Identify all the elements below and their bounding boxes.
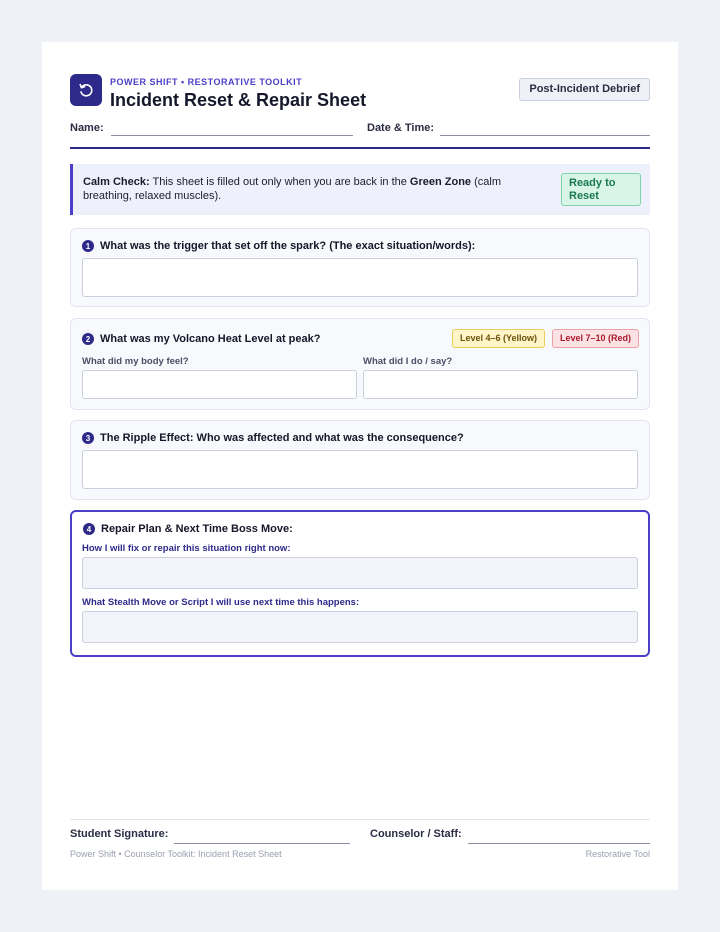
student-signature-label: Student Signature: [70,828,169,840]
footer-divider [70,819,650,820]
section-ripple-effect [70,420,650,500]
section-heat-level [70,318,650,410]
section-question: 4 Repair Plan & Next Time Boss Move: [83,523,293,535]
stealth-move-box[interactable] [82,611,638,643]
calm-check-label: Calm Check: [83,176,150,188]
name-date-row [70,122,650,140]
student-signature-line[interactable] [174,843,350,844]
calm-check-banner [70,164,650,215]
page-title: Incident Reset & Repair Sheet [110,90,367,110]
section-question: 3 The Ripple Effect: Who was affected and what was the consequence? [82,432,464,444]
step-number-badge: 2 [82,333,94,345]
trigger-answer-box[interactable] [82,258,638,297]
body-feel-box[interactable] [82,370,357,399]
ripple-answer-box[interactable] [82,450,638,489]
post-incident-badge: Post-Incident Debrief [519,78,650,101]
header-divider [70,147,650,149]
section-question: 2 What was my Volcano Heat Level at peak? [82,333,320,345]
counselor-signature-label: Counselor / Staff: [370,828,462,840]
repair-answer-box[interactable] [82,557,638,589]
repair-label: How I will fix or repair this situation right now: [82,543,291,554]
green-zone-text: Green Zone [409,176,472,188]
worksheet-page [42,42,678,890]
name-field[interactable] [111,135,353,136]
date-label: Date & Time: [367,122,435,134]
section-question: 1 What was the trigger that set off the spark? (The exact situation/words): [82,240,475,252]
header [70,74,650,114]
level-red-option[interactable]: Level 7–10 (Red) [552,329,639,348]
do-say-label: What did I do / say? [363,356,453,367]
do-say-box[interactable] [363,370,638,399]
body-feel-label: What did my body feel? [82,356,189,367]
step-number-badge: 4 [83,523,95,535]
footer-right-note: Restorative Tool [585,849,650,859]
toolkit-eyebrow: POWER SHIFT • RESTORATIVE TOOLKIT [110,77,303,87]
step-number-badge: 1 [82,240,94,252]
name-label: Name: [70,122,104,134]
counselor-signature-line[interactable] [468,843,650,844]
section-repair-plan [70,510,650,657]
level-yellow-option[interactable]: Level 4–6 (Yellow) [452,329,545,348]
footer-left-note: Power Shift • Counselor Toolkit: Incident Reset Sheet [70,849,282,859]
reset-arrow-icon [70,74,102,106]
calm-check-text: Calm Check: This sheet is filled out only when you are back in the Green Zone (calm breathing, relaxed muscles). [83,176,501,202]
date-time-field[interactable] [440,135,650,136]
ready-to-reset-badge: Ready to Reset [561,173,641,206]
section-trigger [70,228,650,307]
step-number-badge: 3 [82,432,94,444]
stealth-move-label: What Stealth Move or Script I will use next time this happens: [82,597,360,608]
